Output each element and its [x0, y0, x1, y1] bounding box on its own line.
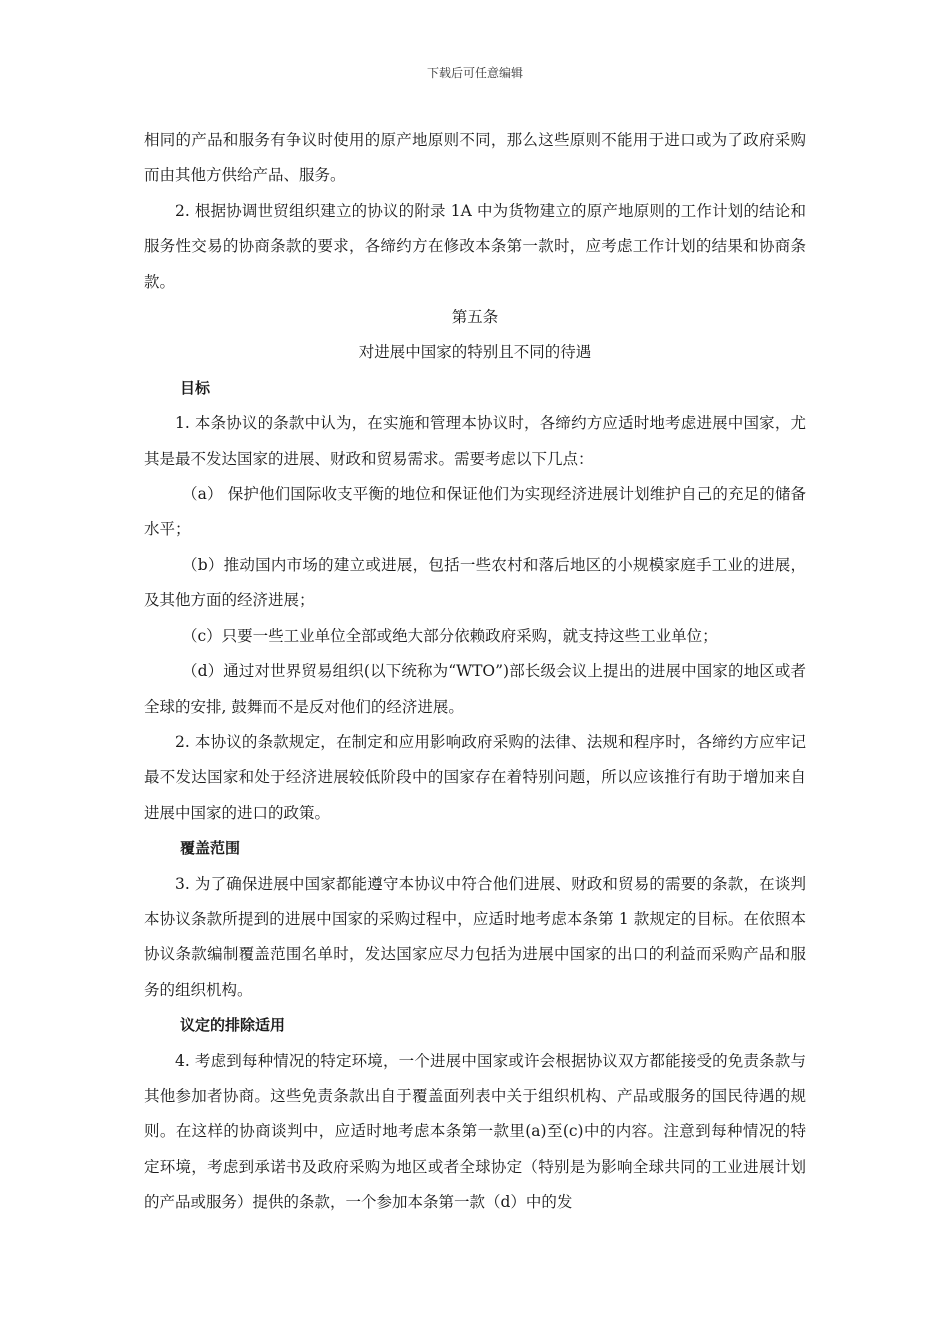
article-title: 第五条 — [451, 308, 499, 327]
section-heading-exclusions: 议定的排除适用 — [180, 1016, 286, 1035]
article-subtitle: 对进展中国家的特别且不同的待遇 — [358, 343, 592, 362]
paragraph-item-d: （d）通过对世界贸易组织(以下统称为“WTO”)部长级会议上提出的进展中国家的地区或者全球的安排, 鼓舞而不是反对他们的经济进展。 — [144, 662, 806, 716]
paragraph-clause-4: 4. 考虑到每种情况的特定环境，一个进展中国家或许会根据协议双方都能接受的免责条款与其他参加者协商。这些免责条款出自于覆盖面列表中关于组织机构、产品或服务的国民待遇的规则。在这样的协商谈判中，应适时地考虑本条第一款里(a)至(c)中的内容。注意到每种情况的特定环境，考虑到承诺书及政府采购为地区或者全球协定（特别是为影响全球共同的工业进展计划的产品或服务）提供的条款，一个参加本条第一款（d）中的发 — [144, 1051, 806, 1212]
paragraph-item-c: （c）只要一些工业单位全部或绝大部分依赖政府采购，就支持这些工业单位； — [182, 626, 718, 645]
paragraph-item-b: （b）推动国内市场的建立或进展，包括一些农村和落后地区的小规模家庭手工业的进展，及其他方面的经济进展； — [144, 555, 806, 610]
page-header: 下载后可任意编辑 — [426, 66, 523, 80]
paragraph-clause-1: 1. 本条协议的条款中认为，在实施和管理本协议时，各缔约方应适时地考虑进展中国家，尤其是最不发达国家的进展、财政和贸易需求。需要考虑以下几点： — [144, 414, 806, 468]
section-heading-objectives: 目标 — [180, 378, 211, 397]
paragraph-clause-3: 3. 为了确保进展中国家都能遵守本协议中符合他们进展、财政和贸易的需要的条款，在谈判本协议条款所提到的进展中国家的采购过程中，应适时地考虑本条第 1 款规定的目标。在依照本协议条款编制覆盖范围名单时，发达国家应尽力包括为进展中国家的出口的利益而采购产品和服务的组织机构。 — [144, 874, 806, 999]
paragraph-origin-rules-continued: 相同的产品和服务有争议时使用的原产地原则不同，那么这些原则不能用于进口或为了政府采购而由其他方供给产品、服务。 — [144, 131, 806, 185]
paragraph-clause-2b: 2. 本协议的条款规定，在制定和应用影响政府采购的法律、法规和程序时，各缔约方应牢记最不发达国家和处于经济进展较低阶段中的国家存在着特别问题，所以应该推行有助于增加来自进展中国家的进口的政策。 — [144, 732, 806, 822]
document-body — [144, 123, 806, 1221]
paragraph-clause-2: 2. 根据协调世贸组织建立的协议的附录 1A 中为货物建立的原产地原则的工作计划的结论和服务性交易的协商条款的要求，各缔约方在修改本条第一款时，应考虑工作计划的结果和协商条款。 — [144, 201, 806, 291]
section-heading-coverage: 覆盖范围 — [180, 839, 241, 858]
paragraph-item-a: （a） 保护他们国际收支平衡的地位和保证他们为实现经济进展计划维护自己的充足的储备水平； — [144, 485, 806, 539]
